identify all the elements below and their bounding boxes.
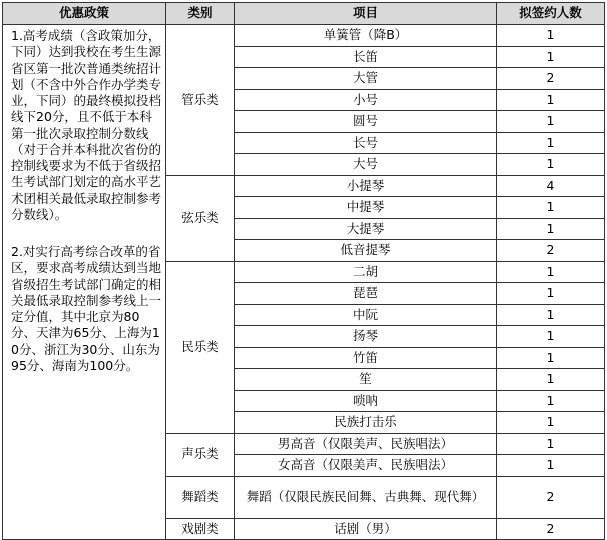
item-cell: 小号 xyxy=(235,89,497,111)
item-cell: 长笛 xyxy=(235,46,497,68)
count-cell: 1 xyxy=(497,304,605,326)
table-row xyxy=(3,25,605,47)
count-cell: 1 xyxy=(497,390,605,412)
item-cell: 话剧（男） xyxy=(235,518,497,540)
item-cell: 单簧管（降B） xyxy=(235,25,497,47)
count-cell: 1 xyxy=(497,89,605,111)
count-cell: 1 xyxy=(497,46,605,68)
policy-paragraph-1: 1.高考成绩（含政策加分，下同）达到我校在考生生源省区第一批次普通类统招计划（不含中外合作办学类专业，下同）的最终模拟投档线下20分，且不低于本科第一批次录取控制分数线（对于合并本科批次省份的控制线要求为不低于省级招生考试部门划定的高水平艺术团相关最低录取控制参考分数线）。 xyxy=(11,28,162,222)
count-cell: 2 xyxy=(497,476,605,518)
count-cell: 1 xyxy=(497,412,605,434)
item-cell: 中阮 xyxy=(235,304,497,326)
item-cell: 大号 xyxy=(235,154,497,176)
item-cell: 竹笛 xyxy=(235,347,497,369)
recruitment-table xyxy=(2,2,605,540)
count-cell: 1 xyxy=(497,347,605,369)
count-cell: 1 xyxy=(497,326,605,348)
item-cell: 圆号 xyxy=(235,111,497,133)
header-policy: 优惠政策 xyxy=(3,3,166,25)
item-cell: 男高音（仅限美声、民族唱法） xyxy=(235,433,497,455)
count-cell: 2 xyxy=(497,240,605,262)
item-cell: 唢呐 xyxy=(235,390,497,412)
count-cell: 1 xyxy=(497,283,605,305)
count-cell: 1 xyxy=(497,455,605,477)
category-strings: 弦乐类 xyxy=(166,175,235,261)
item-cell: 舞蹈（仅限民族民间舞、古典舞、现代舞） xyxy=(235,476,497,518)
category-brass: 管乐类 xyxy=(166,25,235,176)
count-cell: 1 xyxy=(497,111,605,133)
count-cell: 2 xyxy=(497,68,605,90)
item-cell: 长号 xyxy=(235,132,497,154)
header-row xyxy=(3,3,605,25)
item-cell: 大管 xyxy=(235,68,497,90)
header-category: 类别 xyxy=(166,3,235,25)
item-cell: 琵琶 xyxy=(235,283,497,305)
count-cell: 1 xyxy=(497,261,605,283)
count-cell: 1 xyxy=(497,197,605,219)
item-cell: 女高音（仅限美声、民族唱法） xyxy=(235,455,497,477)
header-item: 项目 xyxy=(235,3,497,25)
count-cell: 1 xyxy=(497,369,605,391)
count-cell: 4 xyxy=(497,175,605,197)
policy-cell xyxy=(3,25,166,540)
header-count: 拟签约人数 xyxy=(497,3,605,25)
category-drama: 戏剧类 xyxy=(166,518,235,540)
category-vocal: 声乐类 xyxy=(166,433,235,476)
item-cell: 大提琴 xyxy=(235,218,497,240)
item-cell: 二胡 xyxy=(235,261,497,283)
count-cell: 1 xyxy=(497,218,605,240)
item-cell: 笙 xyxy=(235,369,497,391)
item-cell: 小提琴 xyxy=(235,175,497,197)
count-cell: 1 xyxy=(497,132,605,154)
item-cell: 中提琴 xyxy=(235,197,497,219)
category-folk: 民乐类 xyxy=(166,261,235,433)
category-dance: 舞蹈类 xyxy=(166,476,235,518)
policy-paragraph-2: 2.对实行高考综合改革的省区，要求高考成绩达到当地省级招生考试部门确定的相关最低录取控制参考线上一定分值，其中北京为80分、天津为65分、上海为10分、浙江为30分、山东为95分、海南为100分。 xyxy=(11,244,162,373)
item-cell: 民族打击乐 xyxy=(235,412,497,434)
count-cell: 1 xyxy=(497,154,605,176)
count-cell: 1 xyxy=(497,433,605,455)
count-cell: 1 xyxy=(497,25,605,47)
count-cell: 2 xyxy=(497,518,605,540)
item-cell: 扬琴 xyxy=(235,326,497,348)
item-cell: 低音提琴 xyxy=(235,240,497,262)
